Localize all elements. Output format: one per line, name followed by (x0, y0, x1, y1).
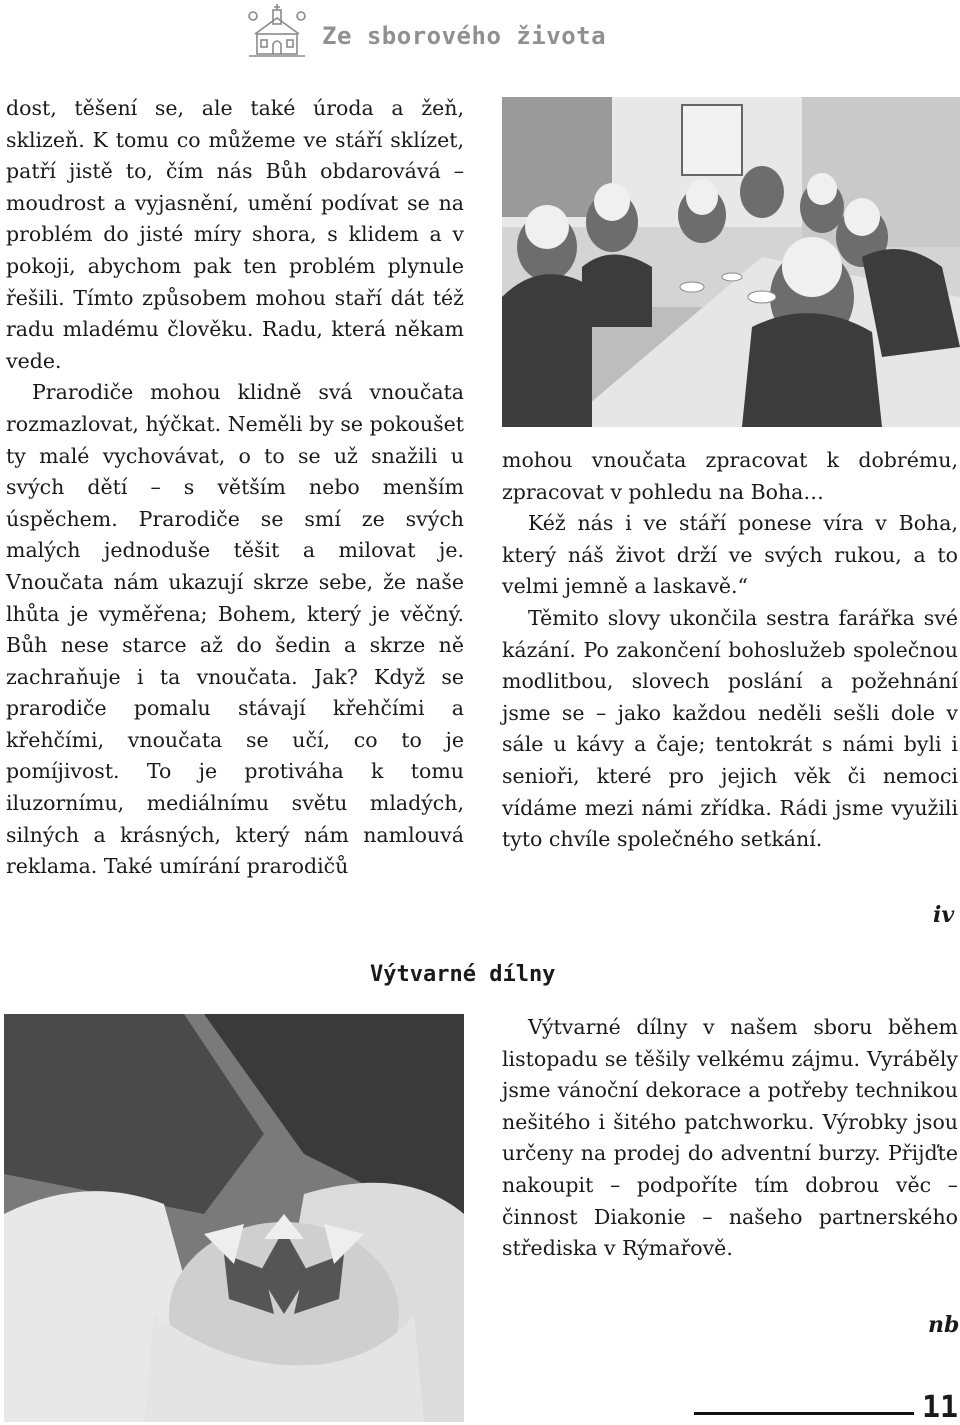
seniors-gathering-photo (502, 97, 960, 427)
section-heading: Výtvarné dílny (370, 962, 556, 987)
paragraph: mohou vnoučata zpracovat k dobrému, zpracovat v pohledu na Boha… (502, 448, 958, 504)
footer-rule (694, 1412, 914, 1415)
paragraph: Výtvarné dílny v našem sboru během listopadu se těšily velkému zájmu. Vyráběly jsme vánoční dekorace a potřeby technikou nešitého i šitého patchworku. Výrobky jsou určeny na prodej do adventní burzy. Přijďte nakoupit – podpoříte tím dobrou věc – činnost Diakonie – našeho partnerského střediska v Rýmařově. (502, 1015, 958, 1261)
paragraph: Prarodiče mohou klidně svá vnoučata rozmazlovat, hýčkat. Neměli by se pokoušet ty malé vychovávat, o to se už snažili u svých dětí – s větším nebo menším úspěchem. Prarodiče se smí ze svých malých jednoduše těšit a milovat je. Vnoučata nám ukazují skrze sebe, že naše lhůta je vyměřena; Bohem, který je věčný. Bůh nese starce až do šedin a skrze ně zachraňuje i ta vnoučata. Jak? Když se prarodiče pomalu stávají křehčími a křehčími, vnoučata se učí, co to je pomíjivost. To je protiváha k tomu iluzornímu, mediálnímu světu mladých, silných a krásných, který nám namlouvá reklama. Také umírání prarodičů (6, 380, 464, 879)
author-signature: nb (928, 1312, 960, 1338)
author-signature: iv (933, 902, 955, 928)
article-left-column (6, 93, 464, 883)
paragraph: Těmito slovy ukončila sestra farářka své kázání. Po zakončení bohoslužeb společnou modlitbou, slovech poslání a požehnání jsme se – jako každou neděli sešli dole v sále u kávy a čaje; tentokrát s námi byli i senioři, které pro jejich věk či nemoci vídáme mezi námi zřídka. Rádi jsme využili tyto chvíle společného setkání. (502, 605, 958, 852)
workshop-article (502, 1012, 958, 1265)
paragraph: Kéž nás i ve stáří ponese víra v Boha, který náš život drží ve svých rukou, a to velmi jemně a laskavě.“ (502, 511, 958, 599)
patchwork-ornament-photo (4, 1014, 464, 1422)
church-emblem-icon (247, 4, 307, 58)
paragraph: dost, těšení se, ale také úroda a žeň, sklizeň. K tomu co můžeme ve stáří sklízet, patří jistě to, čím nás Bůh obdarovává – moudrost a vyjasnění, umění podívat se na problém do jisté míry shora, s klidem a v pokoji, abychom pak ten problém plynule řešili. Tímto způsobem mohou staří dát též radu mladému člověku. Radu, která někam vede. (6, 96, 464, 373)
page-number: 11 (922, 1390, 959, 1425)
section-title: Ze sborového života (322, 22, 607, 50)
article-right-column (502, 445, 958, 856)
